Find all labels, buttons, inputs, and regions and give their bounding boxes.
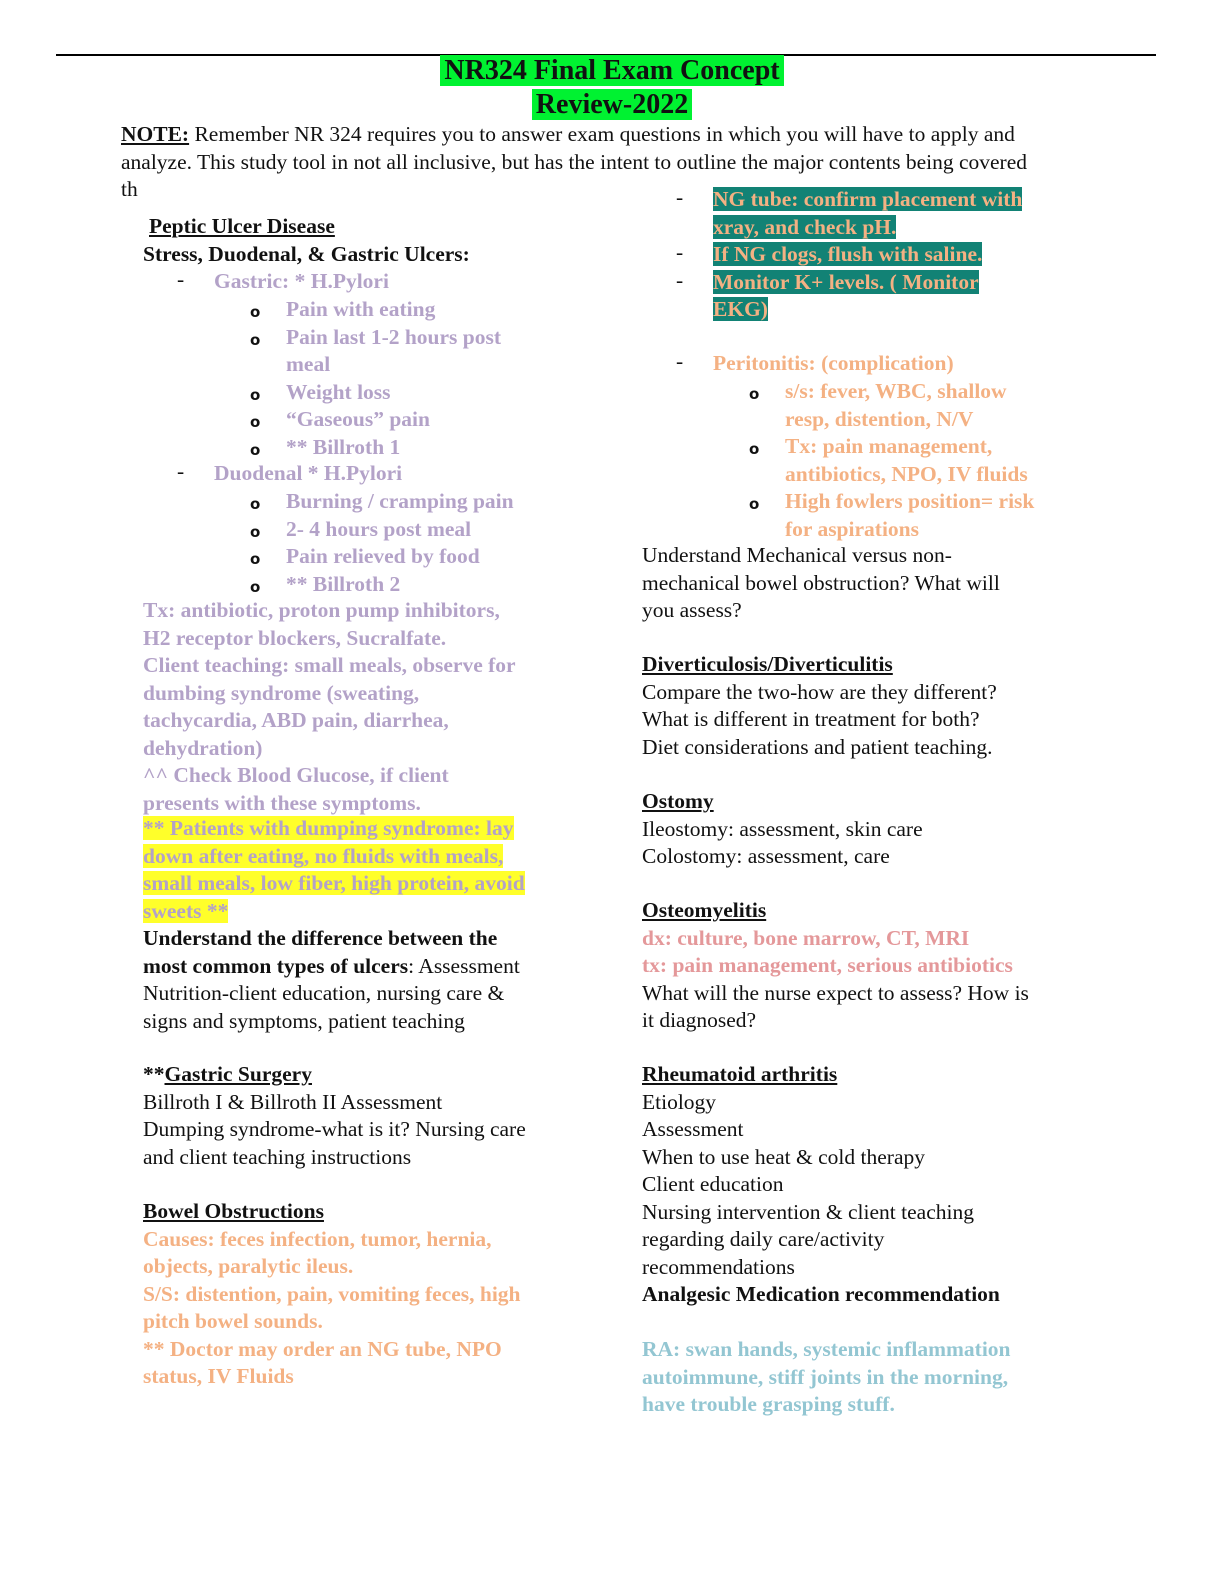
ng-item-line [642, 186, 1022, 214]
ulcers-heading: Stress, Duodenal, & Gastric Ulcers: [143, 241, 470, 266]
ra-line: Etiology [642, 1089, 717, 1114]
sub-list-item [143, 379, 501, 407]
ng-item-text: EKG) [713, 297, 768, 321]
gastric-surgery-heading: Gastric Surgery [164, 1062, 312, 1086]
dash-bullet-icon: - [676, 240, 684, 264]
sub-list-item [143, 543, 514, 571]
sub-list-item [143, 406, 501, 434]
peritonitis-item-line [642, 516, 1034, 544]
dumping-line [143, 898, 525, 926]
peritonitis-item-line [642, 406, 1034, 434]
sub-list-text: meal [286, 352, 331, 376]
circle-bullet-icon: o [749, 385, 760, 403]
ng-item-line [642, 269, 1022, 297]
note-label: NOTE: [121, 122, 190, 146]
treatment-line: Client teaching: small meals, observe for [143, 653, 516, 677]
peritonitis-item-line [642, 488, 1034, 516]
circle-bullet-icon: o [749, 440, 760, 458]
circle-bullet-icon: o [250, 440, 261, 459]
ng-item-line [642, 214, 1022, 242]
circle-bullet-icon: o [250, 522, 261, 541]
circle-bullet-icon: o [250, 330, 261, 349]
ostomy-heading: Ostomy [642, 789, 714, 813]
osteomyelitis-heading: Osteomyelitis [642, 898, 767, 922]
sub-list-text: ** Billroth 2 [286, 571, 401, 596]
peptic-ulcer-heading: Peptic Ulcer Disease [149, 214, 335, 238]
understand-block: Understand the difference between the most common types of ulcers: Assessment Nutrition-client education, nursing care & signs and symptoms, patient teaching [143, 926, 520, 1033]
dumping-text: sweets ** [143, 898, 229, 923]
note-paragraph: NOTE: Remember NR 324 requires you to answer exam questions in which you will have to apply and analyze. This study tool in not all inclusive, but has the intent to outline the major contents being covered [121, 122, 1027, 174]
sub-list-text: Pain last 1-2 hours post [286, 324, 502, 349]
sub-list-item [143, 516, 514, 544]
ra-line: regarding daily care/activity [642, 1227, 885, 1251]
ra-line: Assessment [642, 1117, 744, 1141]
peritonitis-item-text: Tx: pain management, [785, 434, 993, 458]
circle-bullet-icon: o [250, 303, 261, 321]
ng-item-text: Monitor K+ levels. ( Monitor [713, 269, 979, 294]
dumping-text: down after eating, no fluids with meals, [143, 843, 504, 868]
left-column [143, 213, 613, 268]
ra-line: Nursing intervention & client teaching [642, 1199, 974, 1224]
gastric-label: Gastric: * H.Pylori [214, 269, 389, 293]
sub-list-item [143, 351, 501, 379]
duodenal-label: Duodenal * H.Pylori [214, 461, 403, 485]
title-line-2: Review-2022 [0, 88, 1224, 122]
sub-list-text: ** Billroth 1 [286, 434, 401, 459]
ng-list [642, 186, 1022, 324]
dumping-text: small meals, low fiber, high protein, avoid [143, 871, 525, 895]
peritonitis-list [642, 378, 1034, 543]
sub-list-item [143, 434, 501, 462]
sub-list-text: “Gaseous” pain [286, 407, 430, 431]
sub-list-text: Burning / cramping pain [286, 489, 514, 513]
sub-list-item [143, 324, 501, 352]
treatment-line: H2 receptor blockers, Sucralfate. [143, 625, 447, 650]
ra-line: recommendations [642, 1254, 795, 1279]
ra-line: Client education [642, 1172, 784, 1196]
gastric-list [143, 296, 501, 461]
sub-list-item [143, 296, 501, 324]
duodenal-list [143, 488, 514, 598]
dumping-text: ** Patients with dumping syndrome: lay [143, 816, 514, 840]
circle-bullet-icon: o [250, 413, 261, 431]
ng-item-text: If NG clogs, flush with saline. [713, 242, 983, 266]
peritonitis-item-text: resp, distention, N/V [785, 406, 974, 431]
dash-bullet-icon: - [177, 459, 185, 483]
circle-bullet-icon: o [250, 495, 261, 513]
ng-item-text: xray, and check pH. [713, 214, 897, 239]
treatment-line: Tx: antibiotic, proton pump inhibitors, [143, 598, 500, 622]
dumping-notes [143, 815, 525, 925]
peritonitis-label: Peritonitis: (complication) [713, 351, 954, 375]
diverticulitis-heading: Diverticulosis/Diverticulitis [642, 652, 893, 676]
rheumatoid-heading: Rheumatoid arthritis [642, 1062, 838, 1086]
duodenal-group [143, 460, 402, 488]
sub-list-item [143, 488, 514, 516]
bowel-line: pitch bowel sounds. [143, 1309, 323, 1333]
peritonitis-item-text: High fowlers position= risk [785, 489, 1035, 513]
bowel-line: ** Doctor may order an NG tube, NPO [143, 1336, 502, 1361]
dumping-line [143, 815, 525, 843]
dash-bullet-icon: - [676, 267, 684, 292]
dumping-line [143, 870, 525, 898]
ng-item-line [642, 296, 1022, 324]
ostomy-block: Ostomy Ileostomy: assessment, skin care Colostomy: assessment, care [642, 789, 923, 868]
gastric-group [143, 268, 389, 296]
dash-bullet-icon: - [676, 349, 684, 373]
gastric-surgery-block: **Gastric Surgery Billroth I & Billroth II Assessment Dumping syndrome-what is it? Nursing care and client teaching instructions [143, 1062, 526, 1169]
circle-bullet-icon: o [250, 577, 261, 596]
bowel-line: status, IV Fluids [143, 1364, 294, 1388]
note-cut-line: th [121, 177, 138, 201]
sub-list-text: Pain with eating [286, 297, 436, 321]
circle-bullet-icon: o [749, 495, 760, 513]
diverticulitis-block: Diverticulosis/Diverticulitis Compare the two-how are they different? What is different in treatment for both? Diet considerations and patient teaching. [642, 652, 997, 759]
rheumatoid-block: Rheumatoid arthritis Etiology Assessment When to use heat & cold therapy Client education Nursing intervention & client teaching regarding daily care/activity recommendations Analgesic Medication recommendation RA: swan hands, systemic inflammation autoimmune, stiff joints in the morning, have trouble grasping stuff. [642, 1062, 1011, 1416]
bowel-line: Causes: feces infection, tumor, hernia, [143, 1226, 492, 1251]
peritonitis-item-line [642, 461, 1034, 489]
osteomyelitis-block: Osteomyelitis dx: culture, bone marrow, CT, MRI tx: pain management, serious antibiotics What will the nurse expect to assess? How is it diagnosed? [642, 898, 1029, 1032]
circle-bullet-icon: o [250, 550, 261, 568]
treatment-line: ^^ Check Blood Glucose, if client [143, 763, 449, 787]
treatment-line: tachycardia, ABD pain, diarrhea, [143, 708, 449, 732]
ng-item-line [642, 241, 1022, 269]
sub-list-text: Pain relieved by food [286, 544, 480, 568]
peritonitis-item-text: for aspirations [785, 516, 919, 541]
bowel-obstruction-block [143, 1198, 521, 1391]
peritonitis-group [642, 350, 954, 378]
circle-bullet-icon: o [250, 385, 261, 404]
title-line-1: NR324 Final Exam Concept [0, 54, 1224, 88]
peritonitis-item-line [642, 378, 1034, 406]
bowel-obstruction-heading: Bowel Obstructions [143, 1199, 324, 1223]
peritonitis-item-text: antibiotics, NPO, IV fluids [785, 461, 1028, 486]
treatment-line: dehydration) [143, 735, 263, 760]
treatment-line: presents with these symptoms. [143, 790, 421, 815]
sub-list-item [143, 571, 514, 599]
bowel-line: S/S: distention, pain, vomiting feces, high [143, 1281, 521, 1306]
sub-list-text: 2- 4 hours post meal [286, 516, 472, 541]
treatment-line: dumbing syndrome (sweating, [143, 680, 420, 705]
treatment-notes [143, 597, 516, 817]
dumping-line [143, 843, 525, 871]
bowel-line: objects, paralytic ileus. [143, 1254, 354, 1278]
peritonitis-item-line [642, 433, 1034, 461]
dash-bullet-icon: - [676, 185, 684, 209]
mechanical-block: Understand Mechanical versus non- mechanical bowel obstruction? What will you assess? [642, 543, 1000, 622]
ra-line: When to use heat & cold therapy [642, 1144, 925, 1169]
sub-list-text: Weight loss [286, 379, 391, 404]
peritonitis-item-text: s/s: fever, WBC, shallow [785, 379, 1007, 403]
dash-bullet-icon: - [177, 267, 185, 291]
ng-item-text: NG tube: confirm placement with [713, 187, 1023, 211]
